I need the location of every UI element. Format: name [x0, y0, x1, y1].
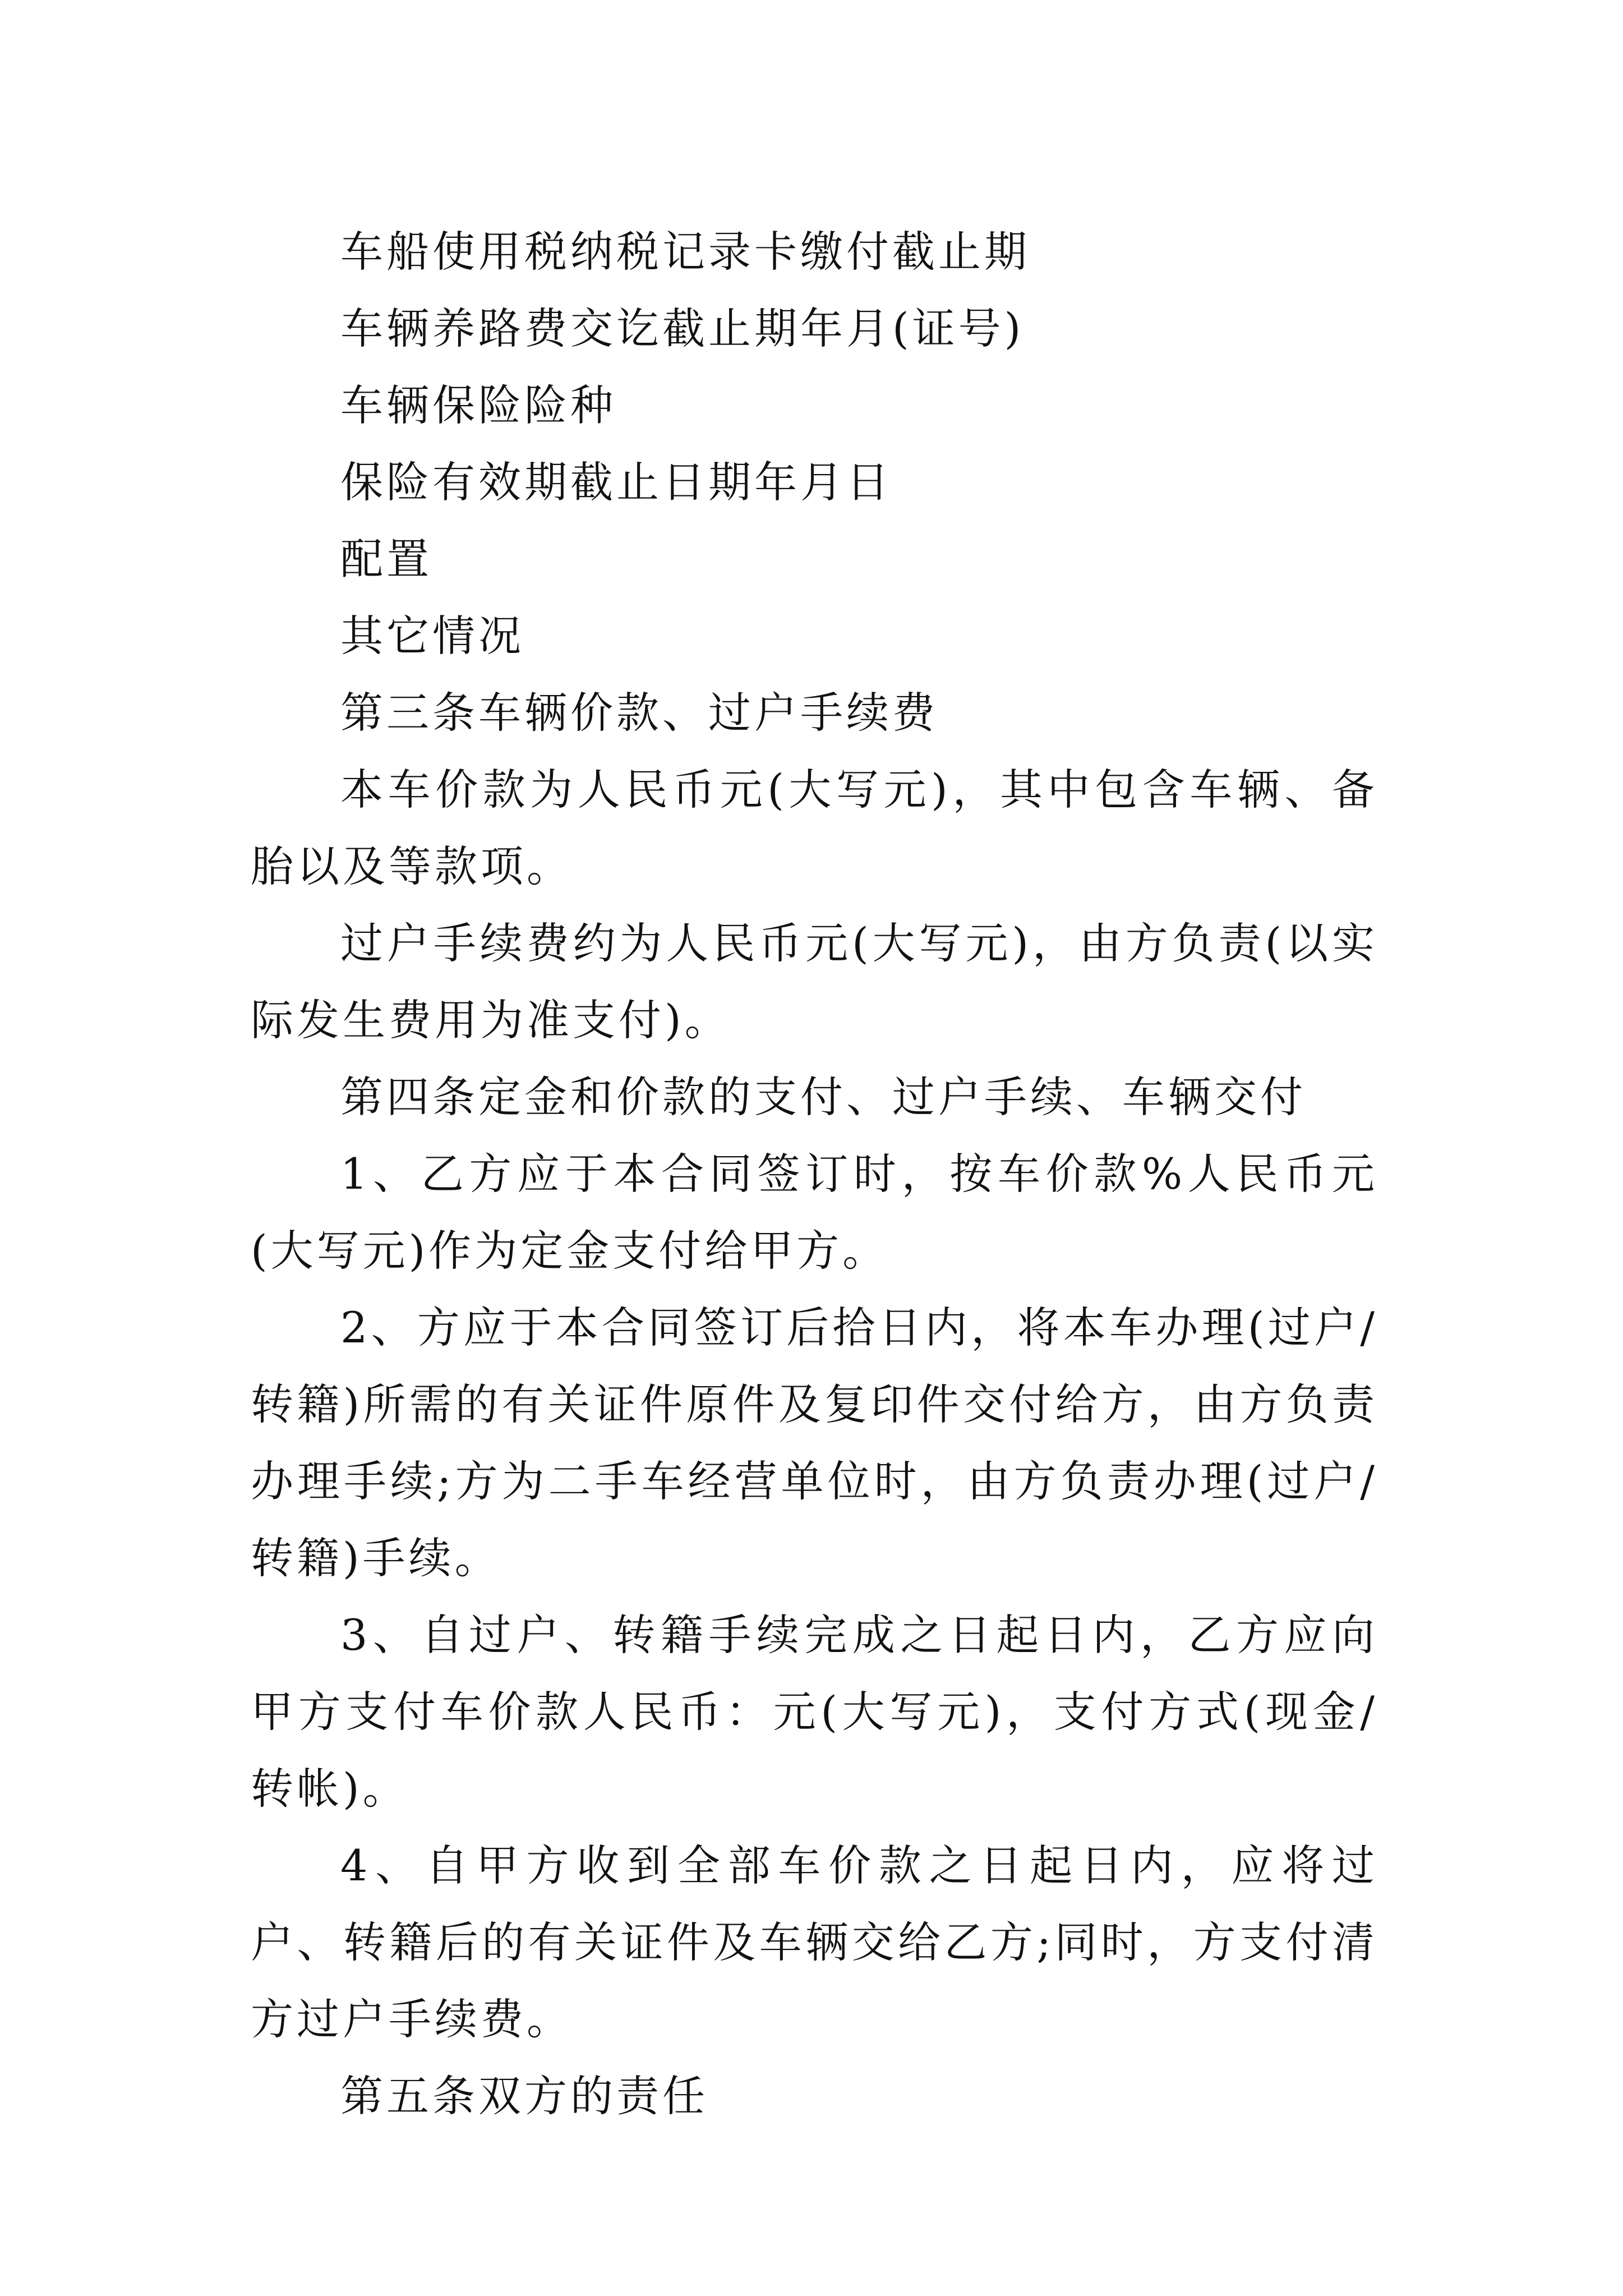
document-body — [251, 213, 1378, 2134]
section-heading: 第三条车辆价款、过户手续费 — [340, 688, 938, 738]
paragraph: 车船使用税纳税记录卡缴付截止期 — [340, 227, 1030, 277]
list-item: 3、自过户、转籍手续完成之日起日内，乙方应向甲方支付车价款人民币：元(大写元)，支付方式(现金/转帐)。 — [251, 1610, 1378, 1814]
list-item: 4、自甲方收到全部车价款之日起日内，应将过户、转籍后的有关证件及车辆交给乙方;同时，方支付清方过户手续费。 — [251, 1841, 1378, 2044]
paragraph: 保险有效期截止日期年月日 — [340, 457, 892, 507]
paragraph: 配置 — [340, 534, 432, 584]
paragraph: 车辆养路费交讫截止期年月(证号) — [340, 303, 1025, 353]
paragraph: 过户手续费约为人民币元(大写元)，由方负责(以实际发生费用为准支付)。 — [251, 918, 1378, 1045]
paragraph: 本车价款为人民币元(大写元)，其中包含车辆、备胎以及等款项。 — [251, 765, 1378, 891]
paragraph: 车辆保险险种 — [340, 380, 616, 430]
paragraph: 其它情况 — [340, 611, 524, 661]
list-item: 1、乙方应于本合同签订时，按车价款%人民币元(大写元)作为定金支付给甲方。 — [251, 1149, 1378, 1276]
list-item: 2、方应于本合同签订后拾日内，将本车办理(过户/转籍)所需的有关证件原件及复印件交付给方，由方负责办理手续;方为二手车经营单位时，由方负责办理(过户/转籍)手续。 — [251, 1303, 1378, 1583]
section-heading: 第五条双方的责任 — [340, 2071, 708, 2121]
section-heading: 第四条定金和价款的支付、过户手续、车辆交付 — [340, 1072, 1306, 1122]
